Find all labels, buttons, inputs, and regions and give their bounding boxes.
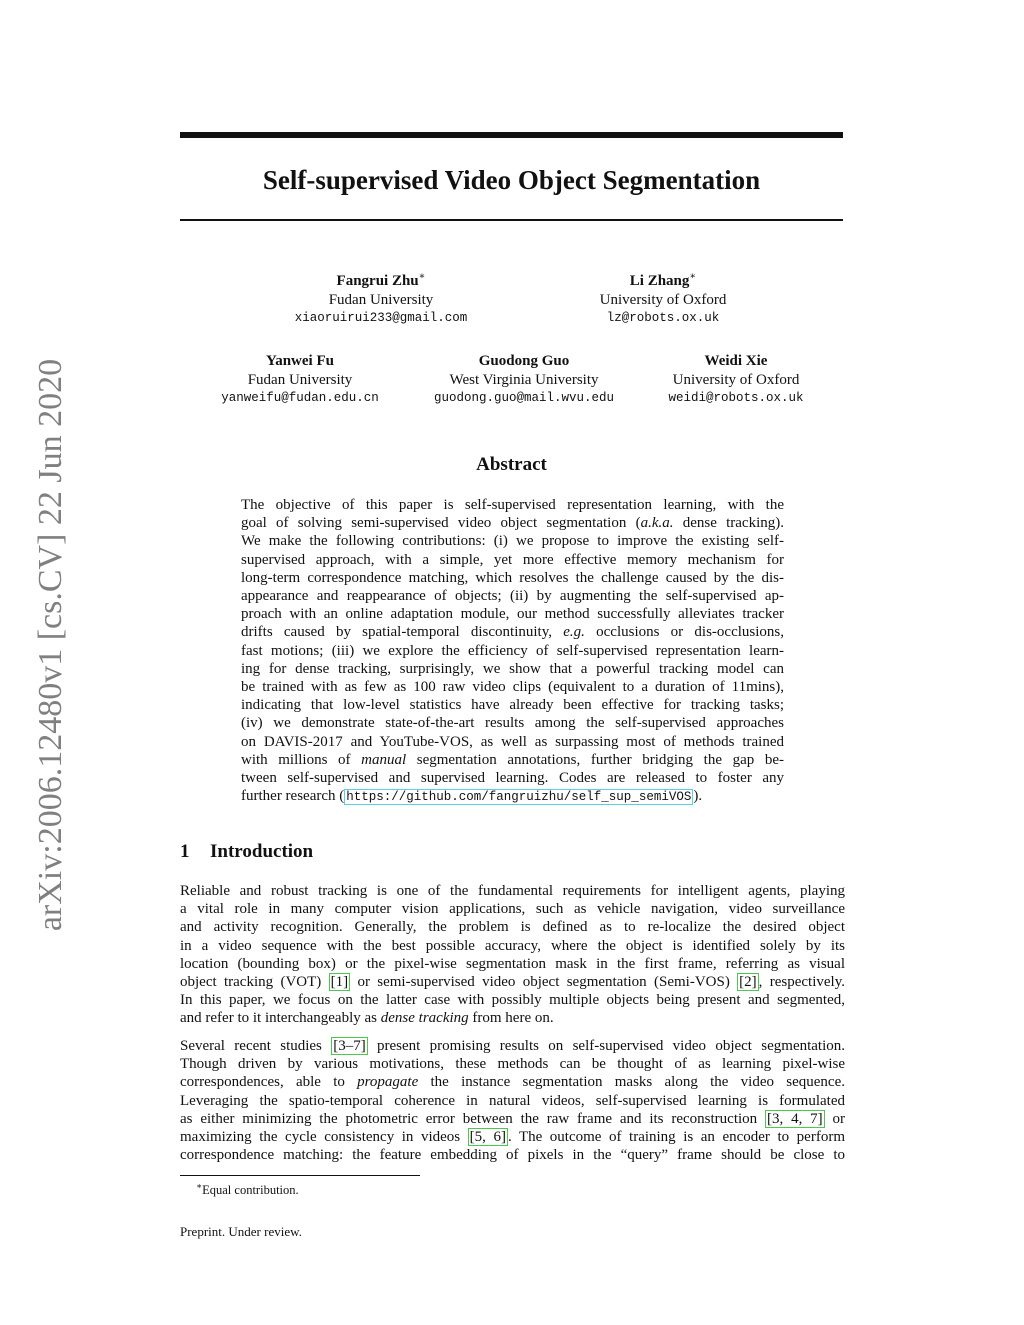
text-line: proach with an online adaptation module, our method successfully alleviates tracker xyxy=(241,606,784,623)
text-run: as either minimizing the photometric error between the raw frame and its reconstruction xyxy=(180,1110,765,1127)
text-line: Leveraging the spatio-temporal coherence in natural videos, self-supervised learning is formulated xyxy=(180,1092,845,1109)
footnote-mark: ∗ xyxy=(196,1181,203,1191)
author-name: Yanwei Fu xyxy=(266,353,334,369)
abstract-heading: Abstract xyxy=(476,454,547,475)
author-block xyxy=(563,268,763,328)
text-run: the instance segmentation masks along the video sequence. xyxy=(418,1074,845,1091)
equal-contribution-mark: ∗ xyxy=(689,271,697,282)
text-line xyxy=(180,1110,845,1128)
author-email[interactable]: weidi@robots.ox.uk xyxy=(668,391,804,405)
author-name: Li Zhang∗ xyxy=(629,271,697,289)
text-run: further research ( xyxy=(241,788,345,805)
emphasis-text: a.k.a. xyxy=(640,515,674,532)
arxiv-identifier: arXiv:2006.12480v1 [cs.CV] 22 Jun 2020 xyxy=(32,358,69,932)
text-line xyxy=(241,623,784,641)
text-line xyxy=(180,1009,845,1027)
author-email[interactable]: yanweifu@fudan.edu.cn xyxy=(221,391,379,405)
text-run: drifts caused by spatial-temporal discontinuity, xyxy=(241,624,564,641)
text-run: , respectively. xyxy=(758,974,845,991)
equal-contribution-mark: ∗ xyxy=(418,271,426,282)
text-line xyxy=(241,787,784,806)
text-line xyxy=(241,751,784,769)
author-name: Guodong Guo xyxy=(478,353,570,369)
section-heading xyxy=(180,840,313,864)
text-line: Though driven by various motivations, these methods can be thought of as learning pixel-wise xyxy=(180,1056,845,1073)
author-email[interactable]: lz@robots.ox.uk xyxy=(606,311,720,325)
text-line: and activity recognition. Generally, the problem is defined as to re-localize the desired object xyxy=(180,919,845,936)
text-run: correspondences, able to xyxy=(180,1074,358,1091)
section-title: Introduction xyxy=(210,841,314,862)
text-line: The objective of this paper is self-supervised representation learning, with the xyxy=(241,497,784,513)
footnote-rule xyxy=(180,1175,420,1176)
text-line: ing for dense tracking, surprisingly, we show that a powerful tracking model can xyxy=(241,660,784,677)
text-line: a vital role in many computer vision applications, such as vehicle navigation, video surveillance xyxy=(180,901,845,918)
code-url-link[interactable]: https://github.com/fangruizhu/self_sup_semiVOS xyxy=(346,790,692,805)
emphasis-text: manual xyxy=(361,751,407,768)
title-bottom-rule xyxy=(180,219,843,221)
author-affiliation: University of Oxford xyxy=(599,291,727,308)
abstract-body xyxy=(241,496,784,806)
text-line: correspondence matching: the feature embedding of pixels in the “query” frame should be close to xyxy=(180,1147,845,1164)
text-line: supervised approach, with a simple, yet more effective memory mechanism for xyxy=(241,551,784,568)
author-block xyxy=(200,352,400,408)
text-run: maximizing the cycle consistency in videos xyxy=(180,1129,468,1146)
text-line: In this paper, we focus on the latter case with possibly multiple objects being present and segmented, xyxy=(180,992,845,1009)
text-run: and refer to it interchangeably as xyxy=(180,1010,381,1027)
text-run: segmentation annotations, further bridging the gap be- xyxy=(406,751,784,768)
text-line: (iv) we demonstrate state-of-the-art results among the self-supervised approaches xyxy=(241,715,784,732)
text-line: fast motions; (iii) we explore the efficiency of self-supervised representation learn- xyxy=(241,642,784,659)
author-affiliation: Fudan University xyxy=(328,291,434,308)
text-run: Several recent studies xyxy=(180,1038,332,1054)
text-run: ). xyxy=(693,788,703,805)
text-line: be trained with as few as 100 raw video clips (equivalent to a duration of 11mins), xyxy=(241,679,784,696)
text-line xyxy=(180,973,845,991)
text-run: with millions of xyxy=(241,751,362,768)
citation-link[interactable]: [5, 6] xyxy=(469,1129,506,1146)
author-email[interactable]: xiaoruirui233@gmail.com xyxy=(294,311,468,325)
text-line: on DAVIS-2017 and YouTube-VOS, as well as surpassing most of methods trained xyxy=(241,733,784,750)
text-line xyxy=(241,514,784,532)
text-run: occlusions or dis-occlusions, xyxy=(584,624,784,641)
author-email[interactable]: guodong.guo@mail.wvu.edu xyxy=(433,391,615,405)
text-run: object tracking (VOT) xyxy=(180,974,329,991)
section-number: 1 xyxy=(180,841,190,862)
text-line: location (bounding box) or the pixel-wise segmentation mask in the first frame, referring as visual xyxy=(180,955,845,972)
text-line: indicating that low-level statistics have already been effective for tracking tasks; xyxy=(241,697,784,714)
paper-title: Self-supervised Video Object Segmentation xyxy=(262,165,761,195)
author-affiliation: University of Oxford xyxy=(672,371,800,388)
emphasis-text: e.g. xyxy=(563,624,585,641)
text-line: tween self-supervised and supervised learning. Codes are released to foster any xyxy=(241,770,784,787)
text-line: appearance and reappearance of objects; (ii) by augmenting the self-supervised ap- xyxy=(241,588,784,605)
text-run: present promising results on self-supervised video object segmentation. xyxy=(367,1038,846,1054)
citation-link[interactable]: [1] xyxy=(330,974,349,991)
emphasis-text: propagate xyxy=(357,1074,419,1091)
text-run: . The outcome of training is an encoder to perform xyxy=(507,1129,845,1146)
title-top-rule xyxy=(180,132,843,138)
text-run: from here on. xyxy=(468,1010,554,1027)
author-name: Weidi Xie xyxy=(704,353,768,369)
text-run: goal of solving semi-supervised video object segmentation ( xyxy=(241,515,641,532)
page-footer: Preprint. Under review. xyxy=(180,1224,302,1239)
emphasis-text: dense tracking xyxy=(380,1010,469,1027)
footnote xyxy=(196,1178,299,1198)
text-line: long-term correspondence matching, which resolves the challenge caused by the dis- xyxy=(241,569,784,586)
citation-link[interactable]: [3–7] xyxy=(333,1038,366,1054)
text-line: We make the following contributions: (i) we propose to improve the existing self- xyxy=(241,533,784,550)
author-name: Fangrui Zhu∗ xyxy=(336,271,426,289)
citation-link[interactable]: [3, 4, 7] xyxy=(766,1110,823,1127)
text-run: or xyxy=(824,1110,845,1127)
text-line: Reliable and robust tracking is one of the fundamental requirements for intelligent agents, playing xyxy=(180,883,845,899)
intro-paragraph xyxy=(180,882,845,1028)
author-affiliation: West Virginia University xyxy=(449,371,599,388)
text-line xyxy=(180,1073,845,1091)
text-line xyxy=(180,1128,845,1146)
citation-link[interactable]: [2] xyxy=(739,974,757,991)
footnote-text: Equal contribution. xyxy=(202,1183,299,1198)
author-block xyxy=(636,352,836,408)
text-line: in a video sequence with the best possible accuracy, where the object is identified solely by its xyxy=(180,937,845,954)
author-block xyxy=(281,268,481,328)
intro-paragraph xyxy=(180,1037,845,1164)
text-run: dense tracking). xyxy=(673,515,784,532)
text-run: or semi-supervised video object segmentation (Semi-VOS) xyxy=(350,974,738,991)
author-block xyxy=(411,352,637,408)
author-affiliation: Fudan University xyxy=(247,371,353,388)
text-line xyxy=(180,1037,845,1055)
